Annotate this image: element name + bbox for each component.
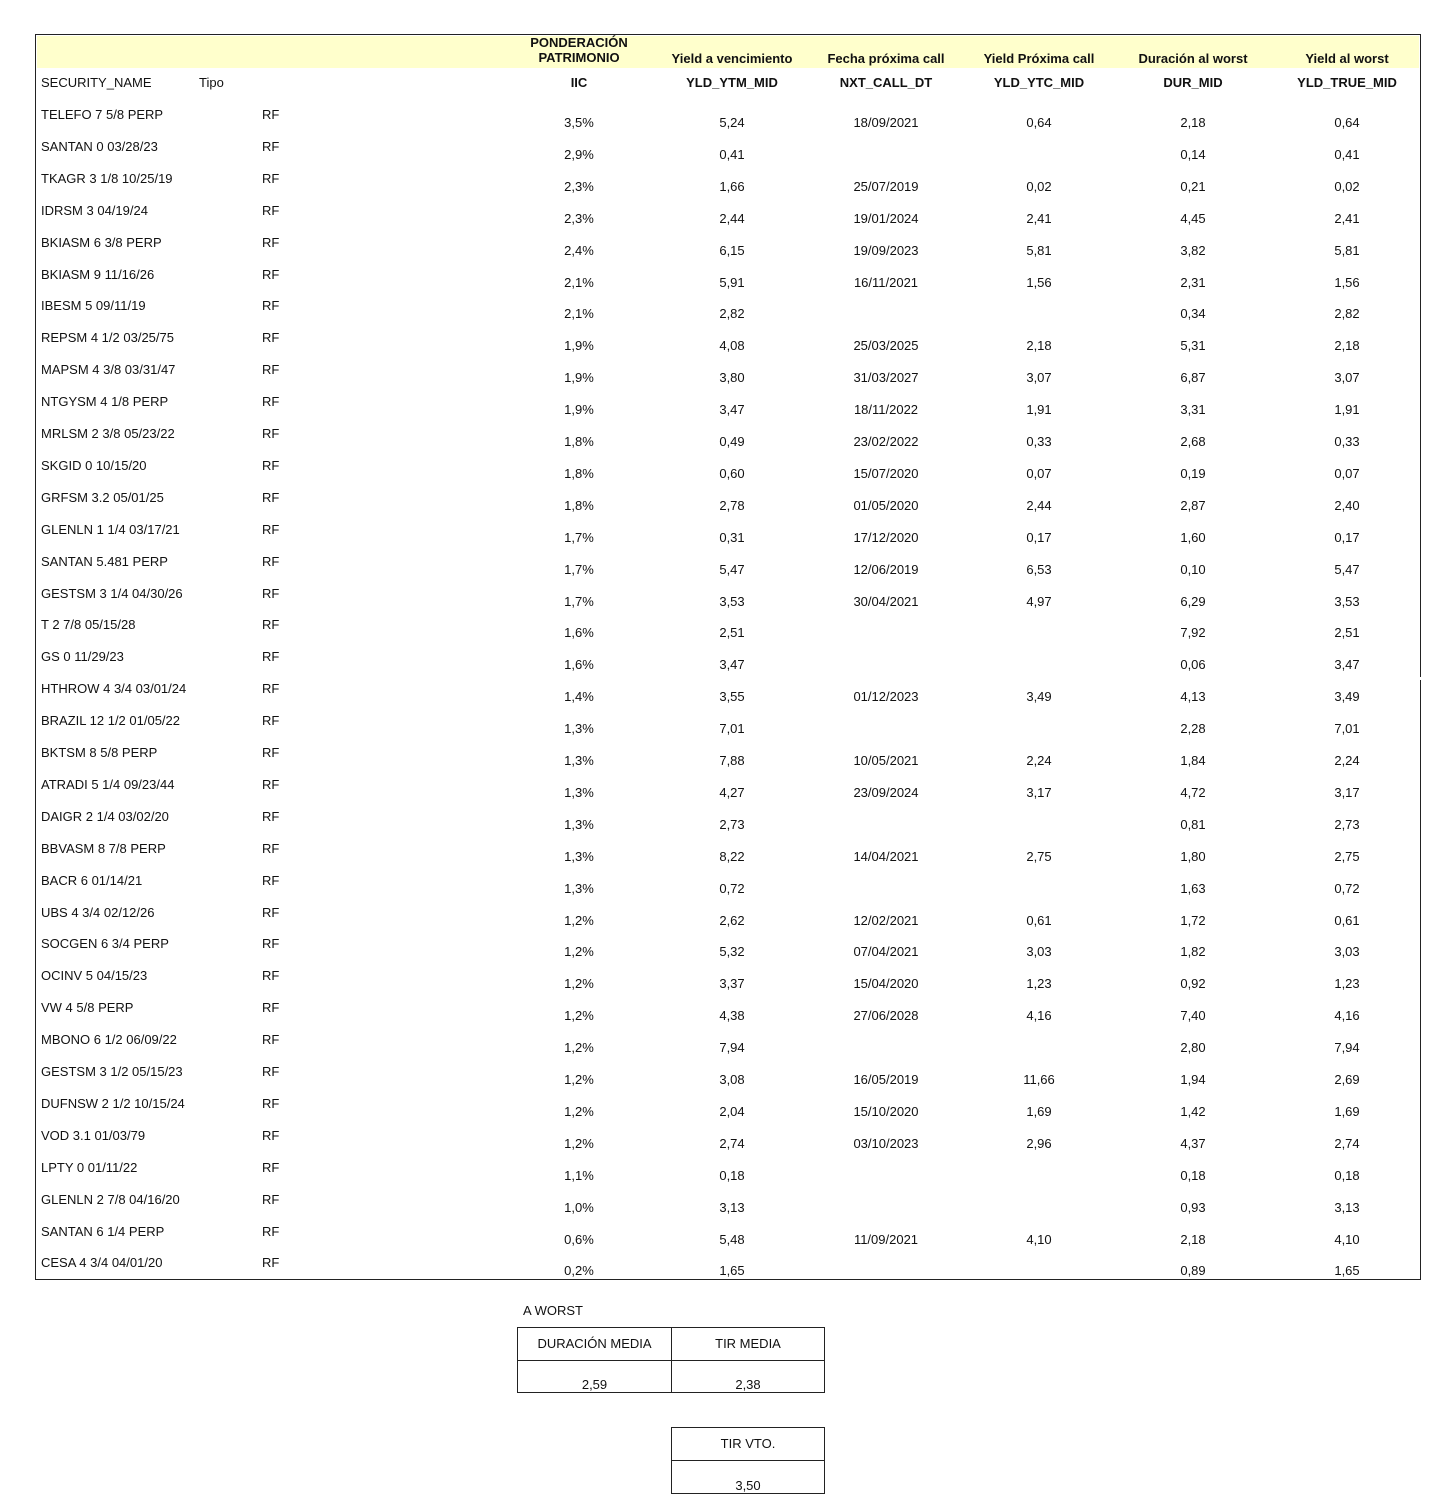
cell-next-call: 03/10/2023 (853, 1136, 919, 1151)
cell-tipo: RF (262, 1224, 280, 1239)
cell-security-name: GESTSM 3 1/4 04/30/26 (41, 586, 183, 601)
cell-ytm: 2,82 (719, 306, 745, 321)
header-ytc: YLD_YTC_MID (993, 75, 1085, 90)
cell-ponderacion: 3,5% (564, 115, 594, 130)
cell-ponderacion: 1,3% (564, 849, 594, 864)
cell-ytm: 3,37 (719, 976, 745, 991)
header-yld-true: YLD_TRUE_MID (1297, 75, 1397, 90)
cell-tipo: RF (262, 522, 280, 537)
cell-ytc: 5,81 (1026, 243, 1052, 258)
cell-ponderacion: 1,8% (564, 466, 594, 481)
cell-duracion: 4,45 (1180, 211, 1206, 226)
cell-security-name: SKGID 0 10/15/20 (41, 458, 147, 473)
cell-security-name: DUFNSW 2 1/2 10/15/24 (41, 1096, 185, 1111)
cell-yield-worst: 1,56 (1334, 275, 1360, 290)
cell-tipo: RF (262, 1255, 280, 1270)
cell-ytc: 0,02 (1026, 179, 1052, 194)
cell-ytc: 2,24 (1026, 753, 1052, 768)
cell-ponderacion: 2,3% (564, 179, 594, 194)
cell-ytm: 3,13 (719, 1200, 745, 1215)
cell-tipo: RF (262, 203, 280, 218)
cell-tipo: RF (262, 681, 280, 696)
cell-ytm: 5,91 (719, 275, 745, 290)
cell-duracion: 0,89 (1180, 1263, 1206, 1278)
cell-yield-worst: 3,17 (1334, 785, 1360, 800)
cell-tipo: RF (262, 713, 280, 728)
cell-ytm: 3,80 (719, 370, 745, 385)
cell-security-name: GRFSM 3.2 05/01/25 (41, 490, 164, 505)
cell-duracion: 0,93 (1180, 1200, 1206, 1215)
cell-duracion: 5,31 (1180, 338, 1206, 353)
cell-ponderacion: 1,0% (564, 1200, 594, 1215)
cell-duracion: 2,18 (1180, 1232, 1206, 1247)
cell-ponderacion: 0,6% (564, 1232, 594, 1247)
cell-ytm: 0,41 (719, 147, 745, 162)
cell-next-call: 25/03/2025 (853, 338, 919, 353)
tir-vto-label: TIR VTO. (720, 1436, 776, 1451)
cell-ytm: 2,78 (719, 498, 745, 513)
cell-yield-worst: 1,91 (1334, 402, 1360, 417)
cell-yield-worst: 7,01 (1334, 721, 1360, 736)
cell-next-call: 15/07/2020 (853, 466, 919, 481)
cell-security-name: HTHROW 4 3/4 03/01/24 (41, 681, 187, 696)
cell-ponderacion: 1,2% (564, 1072, 594, 1087)
cell-duracion: 0,10 (1180, 562, 1206, 577)
cell-tipo: RF (262, 586, 280, 601)
cell-tipo: RF (262, 298, 280, 313)
header-iic: IIC (570, 75, 588, 90)
header-yield-call: Yield Próxima call (983, 51, 1095, 66)
cell-next-call: 12/06/2019 (853, 562, 919, 577)
cell-next-call: 18/09/2021 (853, 115, 919, 130)
cell-duracion: 3,31 (1180, 402, 1206, 417)
cell-ytc: 4,16 (1026, 1008, 1052, 1023)
cell-duracion: 2,68 (1180, 434, 1206, 449)
cell-ytm: 8,22 (719, 849, 745, 864)
cell-ponderacion: 2,1% (564, 306, 594, 321)
cell-ytm: 0,49 (719, 434, 745, 449)
cell-ytm: 1,66 (719, 179, 745, 194)
cell-yield-worst: 5,81 (1334, 243, 1360, 258)
cell-duracion: 1,63 (1180, 881, 1206, 896)
cell-tipo: RF (262, 267, 280, 282)
cell-ytm: 4,27 (719, 785, 745, 800)
cell-ponderacion: 1,1% (564, 1168, 594, 1183)
cell-yield-worst: 3,49 (1334, 689, 1360, 704)
cell-duracion: 0,14 (1180, 147, 1206, 162)
cell-security-name: UBS 4 3/4 02/12/26 (41, 905, 155, 920)
cell-yield-worst: 1,65 (1334, 1263, 1360, 1278)
cell-duracion: 4,37 (1180, 1136, 1206, 1151)
header-yield-worst: Yield al worst (1305, 51, 1389, 66)
cell-ponderacion: 1,6% (564, 625, 594, 640)
cell-next-call: 17/12/2020 (853, 530, 919, 545)
cell-ytm: 3,53 (719, 594, 745, 609)
cell-ponderacion: 1,3% (564, 817, 594, 832)
cell-next-call: 30/04/2021 (853, 594, 919, 609)
tir-media-box (671, 1327, 825, 1393)
cell-security-name: GLENLN 1 1/4 03/17/21 (41, 522, 180, 537)
cell-ponderacion: 2,3% (564, 211, 594, 226)
cell-ytc: 11,66 (1023, 1072, 1055, 1087)
cell-ytm: 0,72 (719, 881, 745, 896)
cell-ponderacion: 1,4% (564, 689, 594, 704)
cell-duracion: 1,84 (1180, 753, 1206, 768)
cell-duracion: 3,82 (1180, 243, 1206, 258)
cell-tipo: RF (262, 745, 280, 760)
cell-ytc: 2,96 (1026, 1136, 1052, 1151)
cell-ponderacion: 2,9% (564, 147, 594, 162)
cell-ytm: 3,08 (719, 1072, 745, 1087)
cell-ponderacion: 1,3% (564, 753, 594, 768)
cell-tipo: RF (262, 139, 280, 154)
cell-yield-worst: 2,40 (1334, 498, 1360, 513)
cell-tipo: RF (262, 905, 280, 920)
cell-yield-worst: 5,47 (1334, 562, 1360, 577)
cell-yield-worst: 2,18 (1334, 338, 1360, 353)
cell-tipo: RF (262, 330, 280, 345)
cell-duracion: 2,28 (1180, 721, 1206, 736)
cell-ytm: 2,74 (719, 1136, 745, 1151)
cell-ytc: 3,17 (1026, 785, 1052, 800)
cell-security-name: BKIASM 6 3/8 PERP (41, 235, 162, 250)
cell-duracion: 0,19 (1180, 466, 1206, 481)
tir-vto-box (671, 1427, 825, 1494)
cell-tipo: RF (262, 777, 280, 792)
cell-security-name: MRLSM 2 3/8 05/23/22 (41, 426, 175, 441)
cell-ytm: 5,32 (719, 944, 745, 959)
summary-title: A WORST (523, 1303, 583, 1318)
cell-ytm: 2,51 (719, 625, 745, 640)
cell-yield-worst: 0,07 (1334, 466, 1360, 481)
cell-yield-worst: 1,69 (1334, 1104, 1360, 1119)
cell-duracion: 2,31 (1180, 275, 1206, 290)
cell-duracion: 0,81 (1180, 817, 1206, 832)
cell-next-call: 15/04/2020 (853, 976, 919, 991)
cell-security-name: TKAGR 3 1/8 10/25/19 (41, 171, 173, 186)
cell-ytm: 6,15 (719, 243, 745, 258)
cell-ponderacion: 0,2% (564, 1263, 594, 1278)
cell-ytm: 4,08 (719, 338, 745, 353)
header-yield-vencimiento: Yield a vencimiento (671, 51, 793, 66)
cell-yield-worst: 2,24 (1334, 753, 1360, 768)
cell-duracion: 1,94 (1180, 1072, 1206, 1087)
cell-tipo: RF (262, 1000, 280, 1015)
header-fecha-call: Fecha próxima call (827, 51, 945, 66)
cell-ytc: 3,49 (1026, 689, 1052, 704)
cell-duracion: 1,72 (1180, 913, 1206, 928)
cell-yield-worst: 2,75 (1334, 849, 1360, 864)
cell-yield-worst: 0,61 (1334, 913, 1360, 928)
cell-duracion: 1,80 (1180, 849, 1206, 864)
header-tipo: Tipo (199, 75, 224, 90)
cell-ponderacion: 2,1% (564, 275, 594, 290)
cell-yield-worst: 4,10 (1334, 1232, 1360, 1247)
cell-ytc: 2,75 (1026, 849, 1052, 864)
border-gap (1419, 677, 1423, 680)
tir-media-value: 2,38 (735, 1377, 761, 1392)
cell-tipo: RF (262, 841, 280, 856)
cell-ponderacion: 1,2% (564, 1008, 594, 1023)
cell-security-name: SOCGEN 6 3/4 PERP (41, 936, 169, 951)
cell-ytm: 2,04 (719, 1104, 745, 1119)
cell-ponderacion: 1,8% (564, 434, 594, 449)
cell-yield-worst: 2,41 (1334, 211, 1360, 226)
cell-ytm: 2,73 (719, 817, 745, 832)
cell-ytc: 1,69 (1026, 1104, 1052, 1119)
cell-security-name: GS 0 11/29/23 (41, 649, 124, 664)
cell-next-call: 14/04/2021 (853, 849, 919, 864)
cell-ytm: 4,38 (719, 1008, 745, 1023)
cell-ytm: 2,44 (719, 211, 745, 226)
cell-security-name: BRAZIL 12 1/2 01/05/22 (41, 713, 181, 728)
cell-ytm: 3,47 (719, 402, 745, 417)
cell-ytc: 2,18 (1026, 338, 1052, 353)
cell-security-name: VOD 3.1 01/03/79 (41, 1128, 146, 1143)
cell-yield-worst: 3,03 (1334, 944, 1360, 959)
cell-yield-worst: 2,74 (1334, 1136, 1360, 1151)
cell-next-call: 25/07/2019 (853, 179, 919, 194)
cell-yield-worst: 0,33 (1334, 434, 1360, 449)
cell-duracion: 7,40 (1180, 1008, 1206, 1023)
cell-tipo: RF (262, 649, 280, 664)
cell-tipo: RF (262, 426, 280, 441)
tir-media-label: TIR MEDIA (715, 1336, 781, 1351)
cell-tipo: RF (262, 1160, 280, 1175)
cell-tipo: RF (262, 362, 280, 377)
cell-next-call: 16/05/2019 (853, 1072, 919, 1087)
cell-yield-worst: 0,18 (1334, 1168, 1360, 1183)
cell-ytm: 0,18 (719, 1168, 745, 1183)
cell-ponderacion: 1,2% (564, 1136, 594, 1151)
cell-next-call: 23/02/2022 (853, 434, 919, 449)
cell-yield-worst: 1,23 (1334, 976, 1360, 991)
header-ytm: YLD_YTM_MID (686, 75, 778, 90)
cell-ponderacion: 1,2% (564, 976, 594, 991)
header-security-name: SECURITY_NAME (41, 75, 152, 90)
cell-ytc: 0,17 (1026, 530, 1052, 545)
cell-security-name: CESA 4 3/4 04/01/20 (41, 1255, 163, 1270)
cell-yield-worst: 0,72 (1334, 881, 1360, 896)
cell-yield-worst: 0,64 (1334, 115, 1360, 130)
cell-next-call: 15/10/2020 (853, 1104, 919, 1119)
cell-duracion: 6,87 (1180, 370, 1206, 385)
cell-ponderacion: 1,7% (564, 530, 594, 545)
cell-duracion: 1,42 (1180, 1104, 1206, 1119)
cell-security-name: GESTSM 3 1/2 05/15/23 (41, 1064, 183, 1079)
cell-ponderacion: 1,9% (564, 402, 594, 417)
cell-ytc: 0,61 (1026, 913, 1052, 928)
cell-tipo: RF (262, 107, 280, 122)
cell-ytc: 4,10 (1026, 1232, 1052, 1247)
cell-tipo: RF (262, 809, 280, 824)
cell-ponderacion: 2,4% (564, 243, 594, 258)
cell-duracion: 4,13 (1180, 689, 1206, 704)
cell-security-name: ATRADI 5 1/4 09/23/44 (41, 777, 175, 792)
cell-security-name: BACR 6 01/14/21 (41, 873, 143, 888)
cell-next-call: 23/09/2024 (853, 785, 919, 800)
cell-ytc: 2,44 (1026, 498, 1052, 513)
cell-ytm: 5,47 (719, 562, 745, 577)
header-duracion: Duración al worst (1138, 51, 1248, 66)
cell-next-call: 01/05/2020 (853, 498, 919, 513)
cell-ponderacion: 1,2% (564, 1040, 594, 1055)
cell-tipo: RF (262, 1192, 280, 1207)
cell-ytc: 1,56 (1026, 275, 1052, 290)
cell-tipo: RF (262, 936, 280, 951)
cell-security-name: DAIGR 2 1/4 03/02/20 (41, 809, 169, 824)
cell-tipo: RF (262, 1128, 280, 1143)
header-nxt-call: NXT_CALL_DT (839, 75, 933, 90)
cell-security-name: BKIASM 9 11/16/26 (41, 267, 155, 282)
cell-security-name: VW 4 5/8 PERP (41, 1000, 134, 1015)
cell-tipo: RF (262, 1032, 280, 1047)
cell-duracion: 2,80 (1180, 1040, 1206, 1055)
cell-ytm: 0,60 (719, 466, 745, 481)
cell-yield-worst: 2,69 (1334, 1072, 1360, 1087)
cell-security-name: IBESM 5 09/11/19 (41, 298, 146, 313)
cell-duracion: 0,34 (1180, 306, 1206, 321)
cell-tipo: RF (262, 873, 280, 888)
cell-security-name: MBONO 6 1/2 06/09/22 (41, 1032, 177, 1047)
cell-security-name: SANTAN 6 1/4 PERP (41, 1224, 165, 1239)
cell-yield-worst: 2,82 (1334, 306, 1360, 321)
cell-duracion: 7,92 (1180, 625, 1206, 640)
cell-ytm: 7,94 (719, 1040, 745, 1055)
cell-next-call: 11/09/2021 (853, 1232, 919, 1247)
cell-security-name: OCINV 5 04/15/23 (41, 968, 148, 983)
duracion-media-value: 2,59 (581, 1377, 608, 1392)
cell-ponderacion: 1,3% (564, 785, 594, 800)
cell-ytc: 3,03 (1026, 944, 1052, 959)
cell-ytm: 3,47 (719, 657, 745, 672)
cell-ytc: 1,91 (1026, 402, 1052, 417)
cell-tipo: RF (262, 554, 280, 569)
cell-security-name: SANTAN 5.481 PERP (41, 554, 168, 569)
cell-tipo: RF (262, 968, 280, 983)
cell-next-call: 16/11/2021 (853, 275, 919, 290)
cell-duracion: 0,92 (1180, 976, 1206, 991)
cell-tipo: RF (262, 394, 280, 409)
cell-ponderacion: 1,6% (564, 657, 594, 672)
cell-next-call: 12/02/2021 (853, 913, 919, 928)
cell-yield-worst: 0,17 (1334, 530, 1360, 545)
cell-ytm: 5,48 (719, 1232, 745, 1247)
duracion-media-label: DURACIÓN MEDIA (537, 1336, 652, 1351)
cell-ponderacion: 1,9% (564, 338, 594, 353)
cell-tipo: RF (262, 1064, 280, 1079)
cell-tipo: RF (262, 171, 280, 186)
tir-vto-value: 3,50 (735, 1478, 761, 1493)
cell-yield-worst: 3,13 (1334, 1200, 1360, 1215)
cell-security-name: TELEFO 7 5/8 PERP (41, 107, 164, 122)
cell-yield-worst: 0,02 (1334, 179, 1360, 194)
cell-tipo: RF (262, 235, 280, 250)
cell-yield-worst: 4,16 (1334, 1008, 1360, 1023)
cell-security-name: MAPSM 4 3/8 03/31/47 (41, 362, 176, 377)
cell-duracion: 0,21 (1180, 179, 1206, 194)
cell-security-name: IDRSM 3 04/19/24 (41, 203, 148, 218)
cell-security-name: T 2 7/8 05/15/28 (41, 617, 136, 632)
cell-duracion: 4,72 (1180, 785, 1206, 800)
cell-ytc: 0,64 (1026, 115, 1052, 130)
cell-tipo: RF (262, 1096, 280, 1111)
cell-next-call: 19/01/2024 (853, 211, 919, 226)
cell-ytc: 0,07 (1026, 466, 1052, 481)
cell-yield-worst: 3,53 (1334, 594, 1360, 609)
cell-duracion: 6,29 (1180, 594, 1206, 609)
cell-security-name: NTGYSM 4 1/8 PERP (41, 394, 169, 409)
cell-security-name: BBVASM 8 7/8 PERP (41, 841, 166, 856)
cell-yield-worst: 2,51 (1334, 625, 1360, 640)
cell-ytc: 0,33 (1026, 434, 1052, 449)
cell-duracion: 0,06 (1180, 657, 1206, 672)
cell-yield-worst: 2,73 (1334, 817, 1360, 832)
cell-ponderacion: 1,8% (564, 498, 594, 513)
cell-next-call: 19/09/2023 (853, 243, 919, 258)
cell-yield-worst: 3,47 (1334, 657, 1360, 672)
cell-next-call: 10/05/2021 (853, 753, 919, 768)
header-ponderacion: PONDERACIÓN PATRIMONIO (530, 35, 628, 65)
header-dur: DUR_MID (1163, 75, 1223, 90)
cell-ytc: 6,53 (1026, 562, 1052, 577)
cell-yield-worst: 7,94 (1334, 1040, 1360, 1055)
cell-duracion: 2,18 (1180, 115, 1206, 130)
cell-ponderacion: 1,2% (564, 1104, 594, 1119)
cell-ytm: 7,88 (719, 753, 745, 768)
cell-ytm: 5,24 (719, 115, 745, 130)
cell-tipo: RF (262, 458, 280, 473)
cell-yield-worst: 3,07 (1334, 370, 1360, 385)
cell-ytc: 3,07 (1026, 370, 1052, 385)
cell-ponderacion: 1,9% (564, 370, 594, 385)
cell-security-name: LPTY 0 01/11/22 (41, 1160, 138, 1175)
cell-security-name: BKTSM 8 5/8 PERP (41, 745, 158, 760)
cell-ponderacion: 1,3% (564, 721, 594, 736)
cell-duracion: 1,82 (1180, 944, 1206, 959)
cell-security-name: REPSM 4 1/2 03/25/75 (41, 330, 174, 345)
cell-next-call: 18/11/2022 (853, 402, 919, 417)
cell-ytm: 0,31 (719, 530, 745, 545)
cell-ponderacion: 1,3% (564, 881, 594, 896)
cell-duracion: 2,87 (1180, 498, 1206, 513)
cell-ytc: 2,41 (1026, 211, 1052, 226)
cell-ytc: 4,97 (1026, 594, 1052, 609)
cell-ponderacion: 1,2% (564, 913, 594, 928)
cell-duracion: 1,60 (1180, 530, 1206, 545)
cell-next-call: 07/04/2021 (853, 944, 919, 959)
cell-ponderacion: 1,7% (564, 594, 594, 609)
cell-next-call: 01/12/2023 (853, 689, 919, 704)
cell-next-call: 31/03/2027 (853, 370, 919, 385)
cell-ponderacion: 1,2% (564, 944, 594, 959)
cell-tipo: RF (262, 490, 280, 505)
cell-ytm: 1,65 (719, 1263, 745, 1278)
cell-next-call: 27/06/2028 (853, 1008, 919, 1023)
cell-security-name: SANTAN 0 03/28/23 (41, 139, 158, 154)
cell-ponderacion: 1,7% (564, 562, 594, 577)
cell-security-name: GLENLN 2 7/8 04/16/20 (41, 1192, 180, 1207)
cell-tipo: RF (262, 617, 280, 632)
cell-ytc: 1,23 (1026, 976, 1052, 991)
duracion-media-box (517, 1327, 672, 1393)
cell-ytm: 7,01 (719, 721, 745, 736)
cell-ytm: 2,62 (719, 913, 745, 928)
cell-duracion: 0,18 (1180, 1168, 1206, 1183)
cell-yield-worst: 0,41 (1334, 147, 1360, 162)
cell-ytm: 3,55 (719, 689, 745, 704)
